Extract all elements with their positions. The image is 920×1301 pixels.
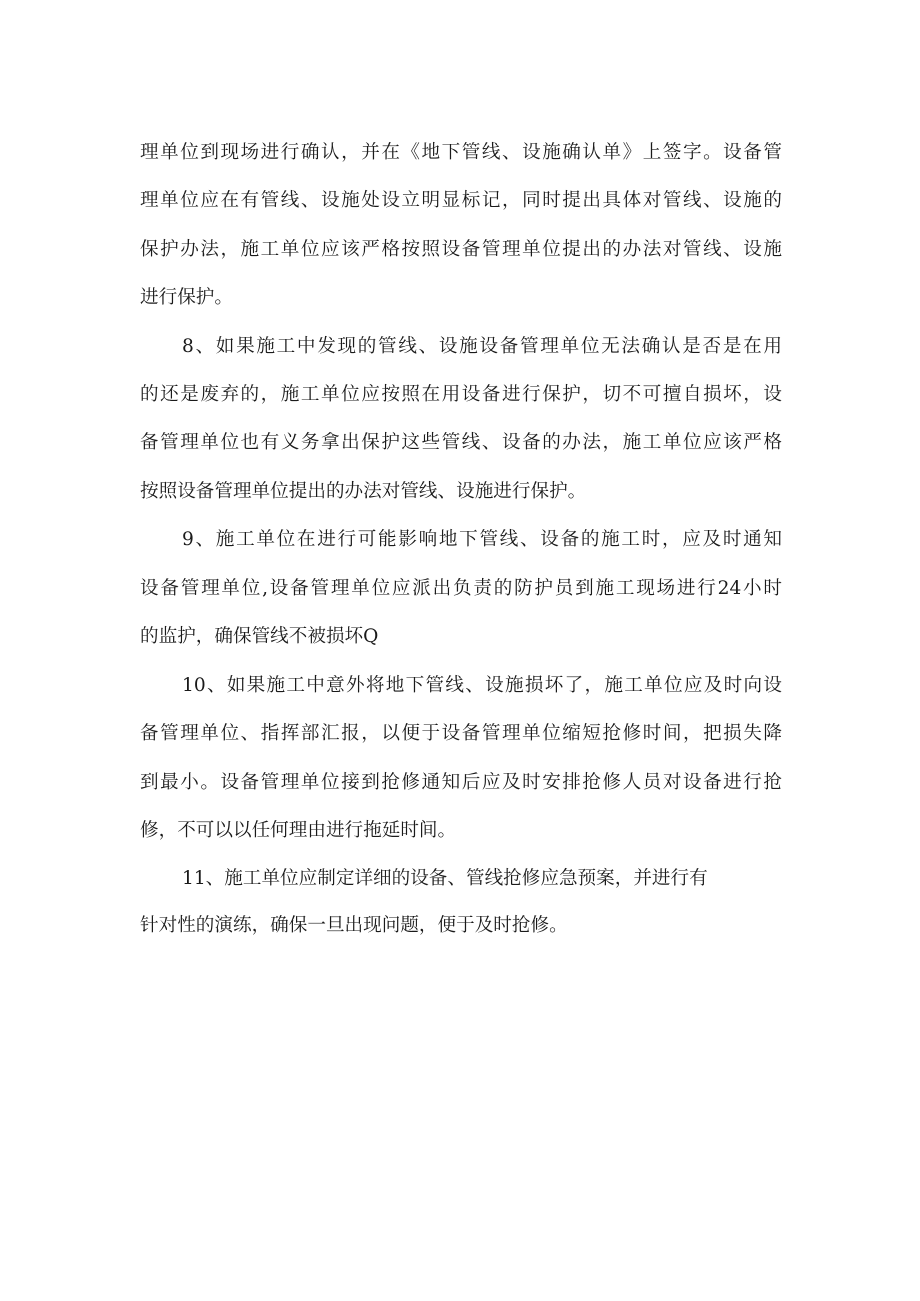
paragraph-line: 9、施工单位在进行可能影响地下管线、设备的施工时，应及时通知 bbox=[182, 529, 782, 550]
paragraph-line: 理单位应在有管线、设施处设立明显标记，同时提出具体对管线、设施的 bbox=[140, 190, 782, 211]
paragraph-line: 11、施工单位应制定详细的设备、管线抢修应急预案，并进行有 bbox=[182, 868, 708, 889]
paragraph-line: 的监护，确保管线不被损坏Q bbox=[140, 626, 379, 647]
paragraph-line: 10、如果施工中意外将地下管线、设施损坏了，施工单位应及时向设 bbox=[182, 675, 782, 696]
paragraph-line: 保护办法，施工单位应该严格按照设备管理单位提出的办法对管线、设施 bbox=[140, 239, 782, 260]
paragraph-line: 到最小。设备管理单位接到抢修通知后应及时安排抢修人员对设备进行抢 bbox=[140, 772, 782, 793]
paragraph-line: 修，不可以以任何理由进行拖延时间。 bbox=[140, 820, 457, 841]
paragraph-line: 针对性的演练，确保一旦出现问题，便于及时抢修。 bbox=[140, 915, 568, 936]
paragraph-line: 按照设备管理单位提出的办法对管线、设施进行保护。 bbox=[140, 481, 587, 502]
paragraph-line: 备管理单位、指挥部汇报，以便于设备管理单位缩短抢修时间，把损失降 bbox=[140, 723, 782, 744]
paragraph-line: 理单位到现场进行确认，并在《地下管线、设施确认单》上签字。设备管 bbox=[140, 142, 782, 163]
paragraph-line: 的还是废弃的，施工单位应按照在用设备进行保护，切不可擅自损坏，设 bbox=[140, 384, 782, 405]
paragraph-line: 设备管理单位,设备管理单位应派出负责的防护员到施工现场进行24小时 bbox=[140, 578, 782, 599]
paragraph-line: 8、如果施工中发现的管线、设施设备管理单位无法确认是否是在用 bbox=[182, 336, 782, 357]
paragraph-line: 进行保护。 bbox=[140, 287, 233, 308]
paragraph-line: 备管理单位也有义务拿出保护这些管线、设备的办法，施工单位应该严格 bbox=[140, 432, 782, 453]
